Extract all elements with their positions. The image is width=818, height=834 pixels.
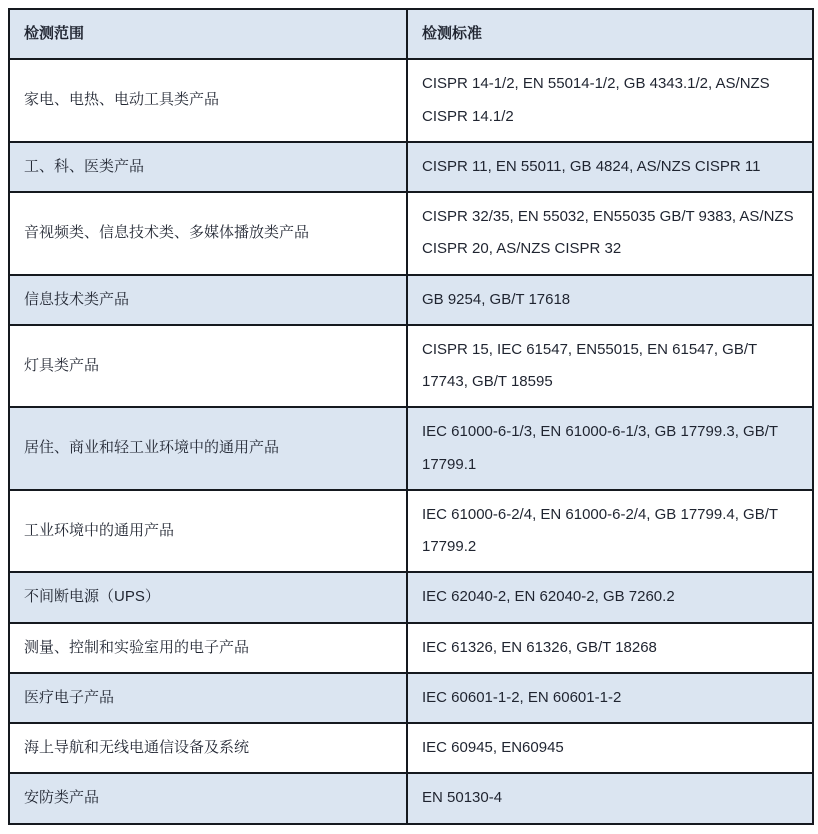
scope-cell: 工业环境中的通用产品 (9, 490, 407, 573)
table-row (9, 325, 813, 408)
standards-column-header: 检测标准 (407, 9, 813, 59)
table-header-row (9, 9, 813, 59)
scope-cell: 音视频类、信息技术类、多媒体播放类产品 (9, 192, 407, 275)
scope-cell: 测量、控制和实验室用的电子产品 (9, 623, 407, 673)
standards-cell: EN 50130-4 (407, 773, 813, 823)
table-row (9, 407, 813, 490)
standards-cell: IEC 60945, EN60945 (407, 723, 813, 773)
standards-cell: CISPR 11, EN 55011, GB 4824, AS/NZS CISPR 11 (407, 142, 813, 192)
table-row (9, 572, 813, 622)
table-row (9, 673, 813, 723)
standards-cell: CISPR 32/35, EN 55032, EN55035 GB/T 9383, AS/NZS CISPR 20, AS/NZS CISPR 32 (407, 192, 813, 275)
scope-column-header: 检测范围 (9, 9, 407, 59)
table-row (9, 59, 813, 142)
standards-cell: IEC 61000-6-1/3, EN 61000-6-1/3, GB 17799.3, GB/T 17799.1 (407, 407, 813, 490)
standards-cell: IEC 60601-1-2, EN 60601-1-2 (407, 673, 813, 723)
standards-cell: IEC 61000-6-2/4, EN 61000-6-2/4, GB 17799.4, GB/T 17799.2 (407, 490, 813, 573)
scope-cell: 灯具类产品 (9, 325, 407, 408)
scope-cell: 家电、电热、电动工具类产品 (9, 59, 407, 142)
table-row (9, 142, 813, 192)
scope-cell: 医疗电子产品 (9, 673, 407, 723)
scope-cell: 信息技术类产品 (9, 275, 407, 325)
standards-cell: GB 9254, GB/T 17618 (407, 275, 813, 325)
standards-cell: IEC 61326, EN 61326, GB/T 18268 (407, 623, 813, 673)
table-row (9, 490, 813, 573)
table-row (9, 623, 813, 673)
standards-cell: CISPR 14-1/2, EN 55014-1/2, GB 4343.1/2, AS/NZS CISPR 14.1/2 (407, 59, 813, 142)
table-row (9, 723, 813, 773)
table-row (9, 773, 813, 823)
scope-cell: 海上导航和无线电通信设备及系统 (9, 723, 407, 773)
scope-cell: 居住、商业和轻工业环境中的通用产品 (9, 407, 407, 490)
standards-cell: IEC 62040-2, EN 62040-2, GB 7260.2 (407, 572, 813, 622)
scope-cell: 工、科、医类产品 (9, 142, 407, 192)
emc-standards-table (8, 8, 814, 825)
scope-cell: 安防类产品 (9, 773, 407, 823)
scope-cell: 不间断电源（UPS） (9, 572, 407, 622)
table-row (9, 275, 813, 325)
standards-cell: CISPR 15, IEC 61547, EN55015, EN 61547, GB/T 17743, GB/T 18595 (407, 325, 813, 408)
table-row (9, 192, 813, 275)
